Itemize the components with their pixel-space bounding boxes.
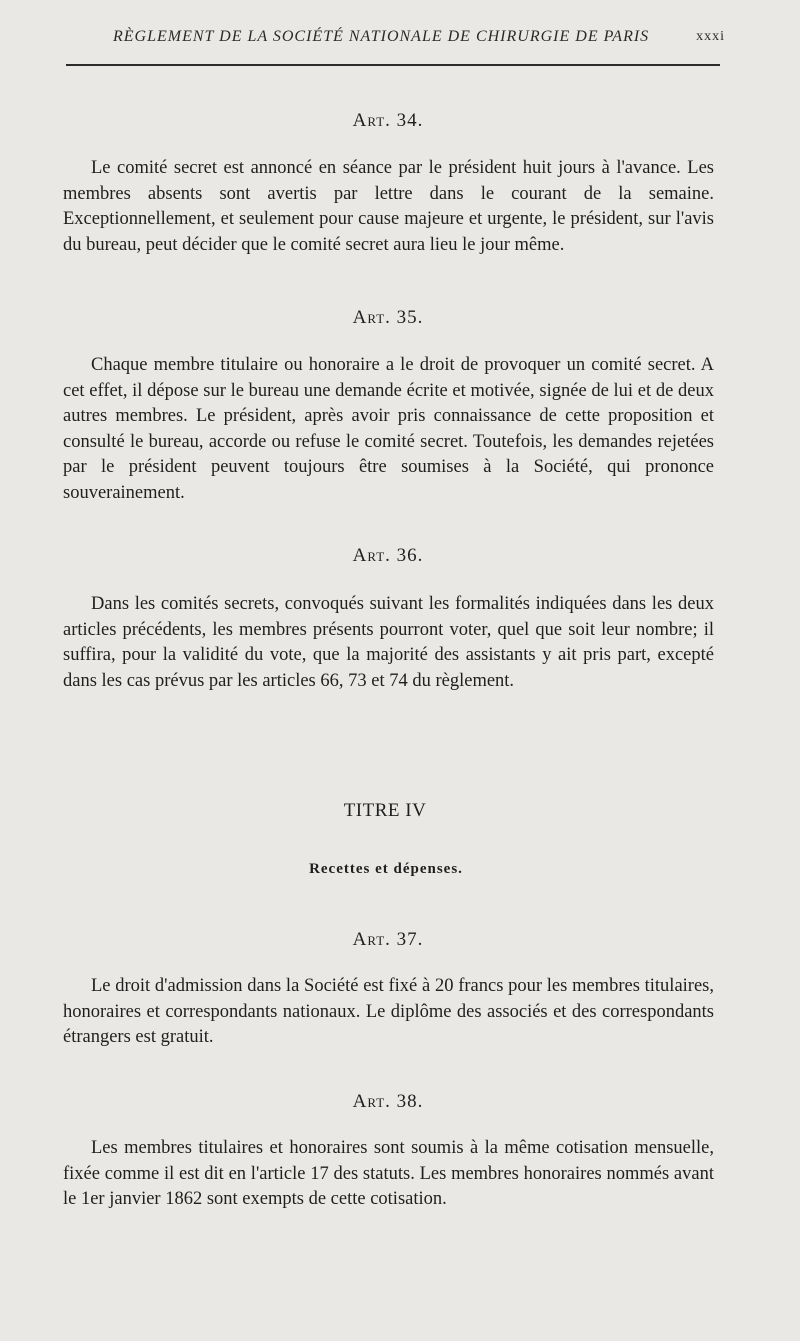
article-heading: Art. 36. (352, 545, 424, 566)
article-text: Les membres titulaires et honoraires sont soumis à la même cotisation mensuelle, fixée comme il est dit en l'article 17 des statuts. Les membres honoraires nommés avant le 1er janvier 1862 sont exempts de cette cotisation. (63, 1138, 714, 1209)
section-title: TITRE IV (343, 800, 427, 821)
article-text: Chaque membre titulaire ou honoraire a le droit de provoquer un comité secret. A cet effet, il dépose sur le bureau une demande écrite et motivée, signée de lui et de deux autres membres. Le président, après avoir pris connaissance de cette proposition et consulté le bureau, accorde ou refuse le comité secret. Toutefois, les demandes rejetées par le président peuvent toujours être soumises à la Société, qui prononce souverainement. (63, 355, 714, 503)
article-heading: Art. 37. (352, 929, 424, 950)
page-number: xxxi (696, 29, 725, 44)
article-text: Le comité secret est annoncé en séance par le président huit jours à l'avance. Les membres absents sont avertis par lettre dans le courant de la semaine. Exceptionnellement, et seulement pour cause majeure et urgente, le président, sur l'avis du bureau, peut décider que le comité secret aura lieu le jour même. (63, 158, 714, 255)
section-subtitle: Recettes et dépenses. (309, 861, 463, 877)
article-heading: Art. 38. (352, 1091, 424, 1112)
running-title: RÈGLEMENT DE LA SOCIÉTÉ NATIONALE DE CHIRURGIE DE PARIS (113, 28, 650, 45)
article-text: Dans les comités secrets, convoqués suivant les formalités indiquées dans les deux articles précédents, les membres présents pourront voter, quel que soit leur nombre; il suffira, pour la validité du vote, que la majorité des assistants y ait pris part, excepté dans les cas prévus par les articles 66, 73 et 74 du règlement. (63, 594, 714, 691)
running-head (113, 28, 725, 46)
article-text: Le droit d'admission dans la Société est fixé à 20 francs pour les membres titulaires, honoraires et correspondants nationaux. Le diplôme des associés et des correspondants étrangers est gratuit. (63, 976, 714, 1047)
header-rule (66, 64, 720, 66)
article-heading: Art. 35. (352, 307, 424, 328)
article-heading: Art. 34. (352, 110, 424, 131)
